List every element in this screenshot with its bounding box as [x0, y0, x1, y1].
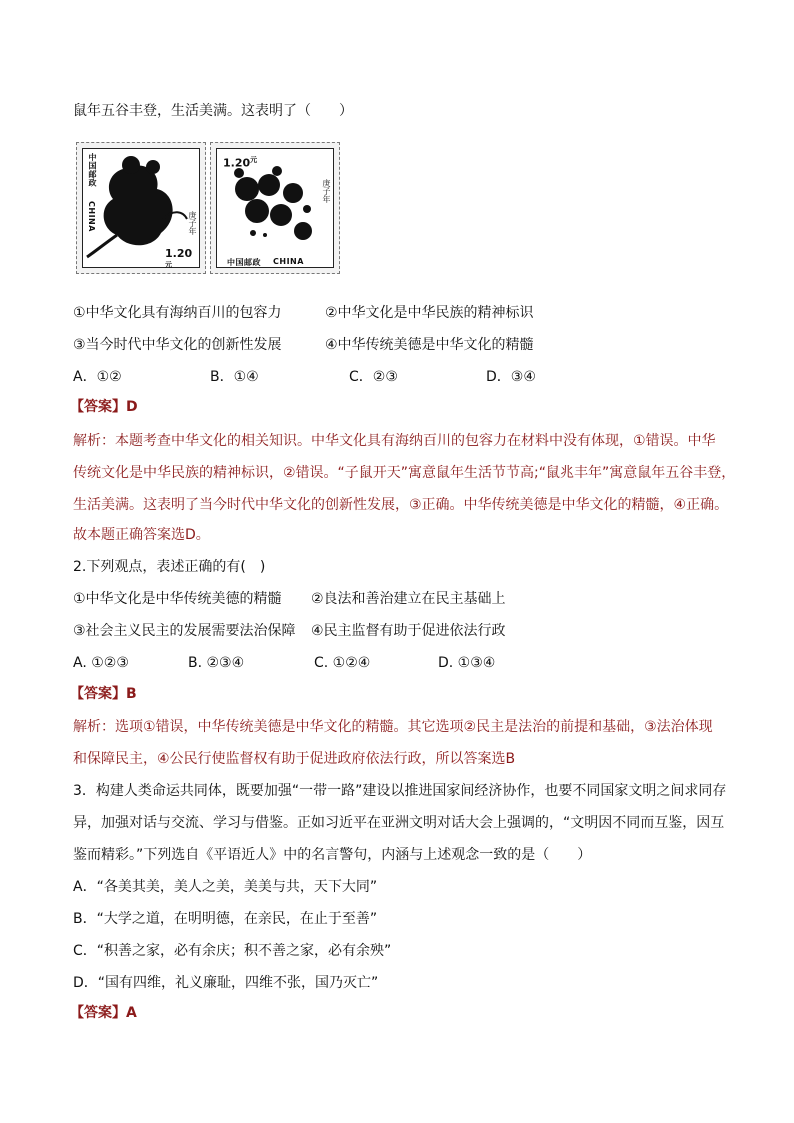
q2-item-2: ②良法和善治建立在民主基础上	[311, 591, 506, 607]
q2-analysis-line-1: 解析：选项①错误，中华传统美德是中华文化的精髓。其它选项②民主是法治的前提和基础，③法治体现	[73, 719, 713, 735]
q1-item-4: ④中华传统美德是中华文化的精髓	[325, 337, 534, 353]
rat-year-stamps-image	[76, 142, 344, 276]
q1-analysis-line-3: 生活美满。这表明了当今时代中华文化的创新性发展，③正确。中华传统美德是中华文化的精髓，④正确。	[73, 497, 729, 513]
q2-stem: 2.下列观点，表述正确的有( )	[73, 559, 266, 575]
stamp-right-country: CHINA	[273, 257, 304, 266]
q3-option-a: A．“各美其美，美人之美，美美与共，天下大同”	[73, 879, 378, 895]
q2-option-c: C. ①②④	[314, 655, 371, 671]
q1-item-3: ③当今时代中华文化的创新性发展	[73, 337, 282, 353]
stamp-right-postal: 中国邮政	[227, 258, 261, 267]
q1-option-b: B．①④	[210, 369, 259, 385]
q3-answer: 【答案】A	[70, 1005, 137, 1021]
q3-option-b: B．“大学之道，在明明德，在亲民，在止于至善”	[73, 911, 378, 927]
q3-stem-line-2: 异，加强对话与交流、学习与借鉴。正如习近平在亚洲文明对话大会上强调的，“文明因不同而互鉴，因互	[73, 815, 725, 831]
stamp-right-value: $1.20^元$	[223, 156, 258, 170]
stamp-left-postal: 中国邮政	[88, 153, 97, 187]
q1-option-d: D．③④	[486, 369, 536, 385]
q2-option-d: D. ①③④	[438, 655, 496, 671]
q2-option-b: B. ②③④	[188, 655, 245, 671]
q3-option-d: D．“国有四维，礼义廉耻，四维不张，国乃灭亡”	[73, 975, 379, 991]
stamp-left-year: 庚子年	[188, 211, 197, 235]
q1-option-a: A．①②	[73, 369, 122, 385]
q1-option-c: C．②③	[349, 369, 398, 385]
q1-analysis-line-2: 传统文化是中华民族的精神标识，②错误。“子鼠开天”寓意鼠年生活节节高;“鼠兆丰年”寓意鼠年五谷丰登，	[73, 465, 736, 481]
q2-answer: 【答案】B	[70, 686, 137, 702]
stamp-right-year: 庚子年	[322, 179, 331, 203]
q1-stem-tail: 鼠年五谷丰登，生活美满。这表明了（ ）	[73, 103, 353, 119]
q2-analysis-line-2: 和保障民主，④公民行使监督权有助于促进政府依法行政，所以答案选B	[73, 751, 516, 767]
q1-answer: 【答案】D	[70, 399, 138, 415]
stamp-left-country: CHINA	[87, 201, 96, 232]
q1-item-2: ②中华文化是中华民族的精神标识	[325, 305, 534, 321]
q2-option-a: A. ①②③	[73, 655, 129, 671]
stamp-left-value: $1.20^元$	[165, 247, 193, 269]
q1-analysis-line-4: 故本题正确答案选D。	[73, 527, 210, 543]
q2-item-3: ③社会主义民主的发展需要法治保障	[73, 623, 296, 639]
stamp-right	[210, 142, 340, 274]
q2-item-4: ④民主监督有助于促进依法行政	[311, 623, 506, 639]
q3-option-c: C．“积善之家，必有余庆；积不善之家，必有余殃”	[73, 943, 392, 959]
q3-stem-line-3: 鉴而精彩。”下列选自《平语近人》中的名言警句，内涵与上述观念一致的是（ ）	[73, 847, 592, 863]
stamp-left	[76, 142, 206, 274]
q3-stem-line-1: 3．构建人类命运共同体，既要加强“一带一路”建设以推进国家间经济协作，也要不同国家文明之间求同存	[73, 783, 727, 799]
q1-analysis-line-1: 解析：本题考查中华文化的相关知识。中华文化具有海纳百川的包容力在材料中没有体现，①错误。中华	[73, 433, 716, 449]
q2-item-1: ①中华文化是中华传统美德的精髓	[73, 591, 282, 607]
q1-item-1: ①中华文化具有海纳百川的包容力	[73, 305, 282, 321]
